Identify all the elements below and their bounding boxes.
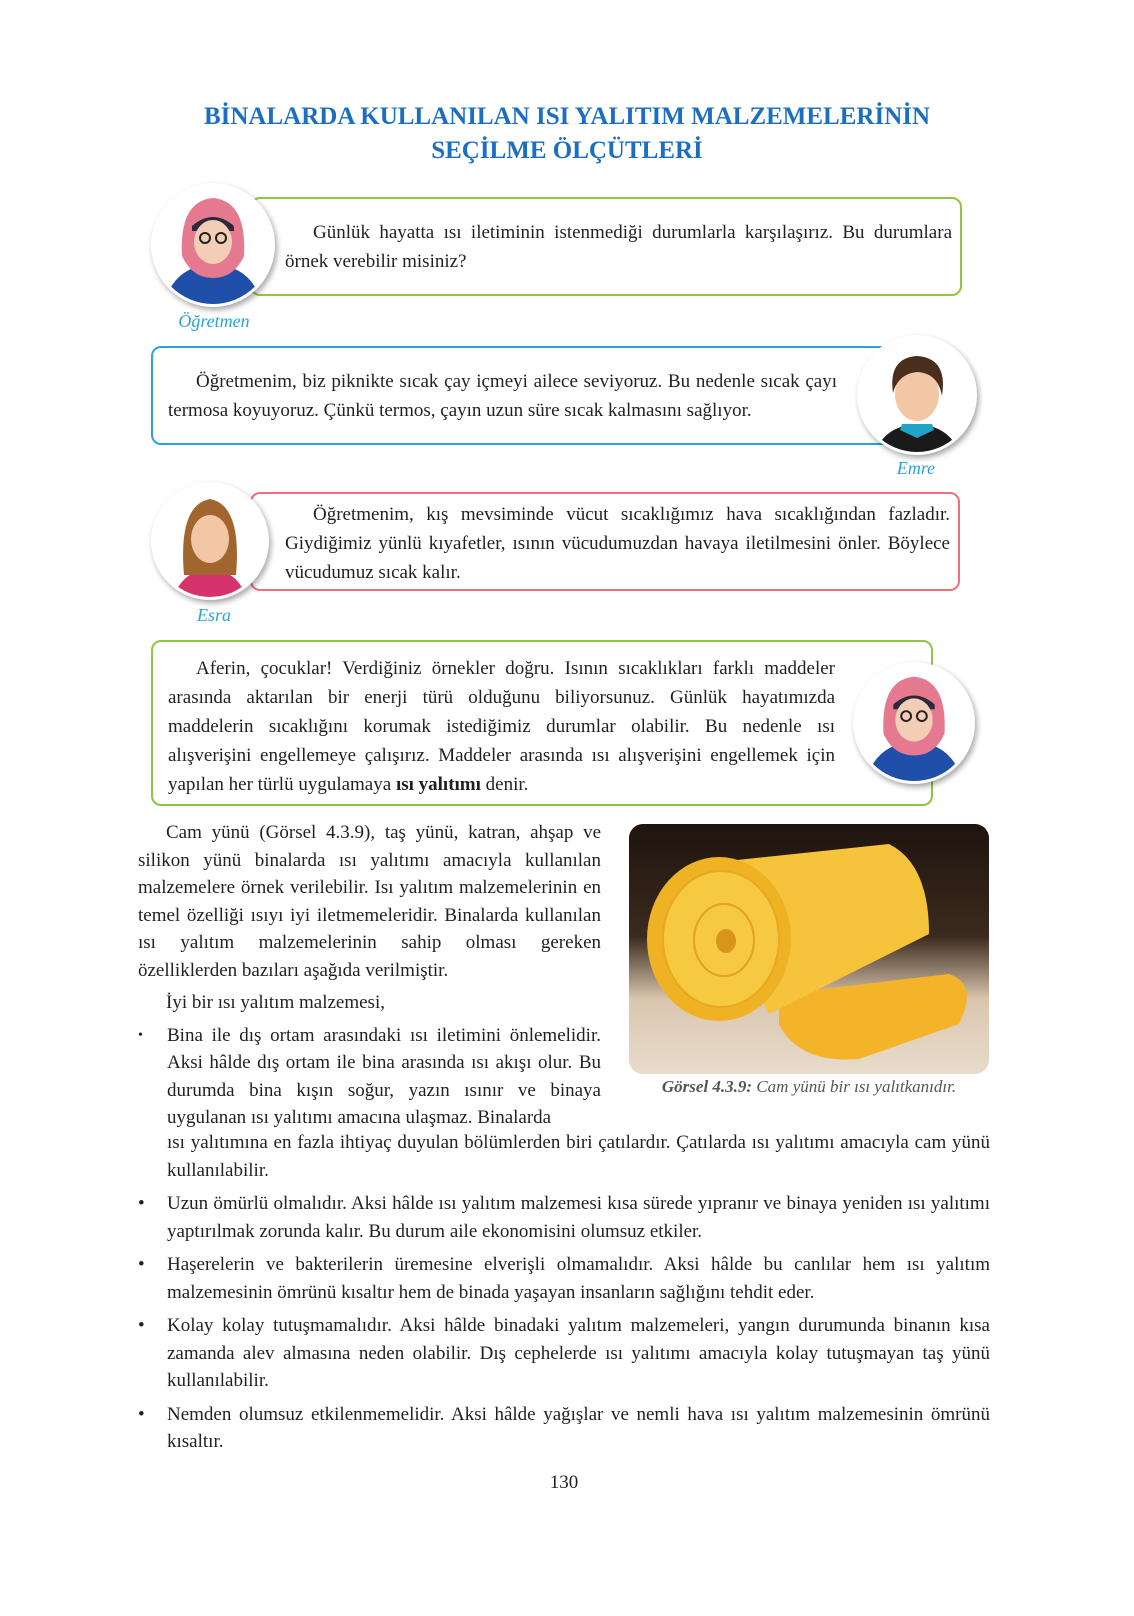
body-left-column — [138, 819, 601, 1132]
bullet-item: • Kolay kolay tutuşmamalıdır. Aksi hâlde binadaki yalıtım malzemeleri, yangın durumunda binanın kısa zamanda alev almasına neden olabilir. Dış cephelerde ısı yalıtımı amacıyla kolay tutuşmayan taş yünü kullanılabilir. — [138, 1315, 990, 1391]
bullet-item: • Bina ile dış ortam arasındaki ısı iletimini önlemelidir. Aksi hâlde dış ortam ile bina arasında ısı akışı olur. Bu durumda bina kışın soğur, yazın ısınır ve binaya uygulanan ısı yalıtımı amacına ulaşmaz. Binalarda — [138, 1024, 601, 1128]
page-number: 130 — [549, 1472, 579, 1493]
dialog-emre: Öğretmenim, biz piknikte sıcak çay içmeyi ailece seviyoruz. Bu nedenle sıcak çayı termosa koyuyoruz. Çünkü termos, çayın uzun süre sıcak kalmasını sağlıyor. — [151, 346, 901, 445]
speaker-name: Esra — [196, 605, 231, 625]
criteria-list — [138, 1190, 990, 1456]
lead-text: İyi bir ısı yalıtım malzemesi, — [166, 992, 385, 1013]
dialog-teacher-answer: Aferin, çocuklar! Verdiğiniz örnekler doğru. Isının sıcaklıkları farklı maddeler arasında aktarılan bir enerji türü olduğunu biliyorsunuz. Günlük hayatımızda maddelerin sıcaklığını korumak istediğimiz durumlar olabilir. Bu nedenle ısı alışverişini engellemeye çalışırız. Maddeler arasında ısı alışverişini engellemek için yapılan her türlü uygulamaya ısı yalıtımı denir. — [151, 640, 933, 806]
bullet-item: • Haşerelerin ve bakterilerin üremesine elverişli olmamalıdır. Aksi hâlde bu canlılar hem ısı yalıtım malzemesinin ömrünü kısaltır hem de binada yaşayan insanların sağlığını tehdit eder. — [138, 1254, 990, 1303]
intro-paragraph: Cam yünü (Görsel 4.3.9), taş yünü, katran, ahşap ve silikon yünü binalarda ısı yalıtımı amacıyla kullanılan malzemelere örnek verilebilir. Isı yalıtım malzemelerinin en temel özelliği ısıyı iyi iletmemeleridir. Binalarda kullanılan ısı yalıtım malzemelerinin sahip olması gereken özelliklerden bazıları aşağıda verilmiştir. — [138, 822, 601, 981]
body-full-width: ısı yalıtımına en fazla ihtiyaç duyulan bölümlerden biri çatılardır. Çatılarda ısı yalıtımı amacıyla cam yünü kullanılabilir. • Uzun ömürlü olmalıdır. Aksi hâlde ısı yalıtım malzemesi kısa sürede yıpranır ve binaya yeniden ısı yalıtımı yaptırılmak zorunda kalır. Bu durum aile ekonomisini olumsuz etkiler. • Haşerelerin ve bakterilerin üremesine elverişli olmamalıdır. Aksi hâlde bu canlılar hem ısı yalıtım malzemesinin ömrünü kısaltır hem de binada yaşayan insanların sağlığını tehdit eder. • Kolay kolay tutuşmamalıdır. Aksi hâlde binadaki yalıtım malzemeleri, yangın durumunda binanın kısa zamanda alev almasına neden olabilir. Dış cephelerde ısı yalıtımı amacıyla kolay tutuşmayan taş yünü kullanılabilir. • Nemden olumsuz etkilenmemelidir. Aksi hâlde yağışlar ve nemli hava ısı yalıtım malzemesinin ömrünü kısaltır. — [138, 1129, 990, 1462]
teacher-avatar — [151, 183, 275, 307]
term-highlight: ısı yalıtımı — [395, 774, 481, 795]
teacher-avatar — [853, 662, 975, 784]
speaker-name: Öğretmen — [178, 311, 250, 331]
bullet-item: • Nemden olumsuz etkilenmemelidir. Aksi hâlde yağışlar ve nemli hava ısı yalıtım malzemesinin ömrünü kısaltır. — [138, 1403, 990, 1452]
glass-wool-image — [629, 824, 989, 1074]
speaker-name: Emre — [896, 458, 936, 478]
bullet-item: • Uzun ömürlü olmalıdır. Aksi hâlde ısı yalıtım malzemesi kısa sürede yıpranır ve binaya yeniden ısı yalıtımı yaptırılmak zorunda kalır. Bu durum aile ekonomisini olumsuz etkiler. — [138, 1193, 990, 1242]
figure-caption: Görsel 4.3.9: Cam yünü bir ısı yalıtkanıdır. — [661, 1077, 957, 1096]
dialog-teacher-question: Günlük hayatta ısı iletiminin istenmediği durumlarla karşılaşırız. Bu durumlara örnek verebilir misiniz? — [250, 197, 962, 296]
emre-avatar — [857, 335, 977, 455]
page-title: BİNALARDA KULLANILAN ISI YALITIM MALZEMELERİNİN SEÇİLME ÖLÇÜTLERİ — [203, 103, 931, 164]
esra-avatar — [151, 482, 269, 600]
dialog-esra: Öğretmenim, kış mevsiminde vücut sıcaklığımız hava sıcaklığından fazladır. Giydiğimiz yünlü kıyafetler, ısının vücudumuzdan havaya iletilmesini önler. Böylece vücudumuz sıcak kalır. — [250, 492, 960, 591]
